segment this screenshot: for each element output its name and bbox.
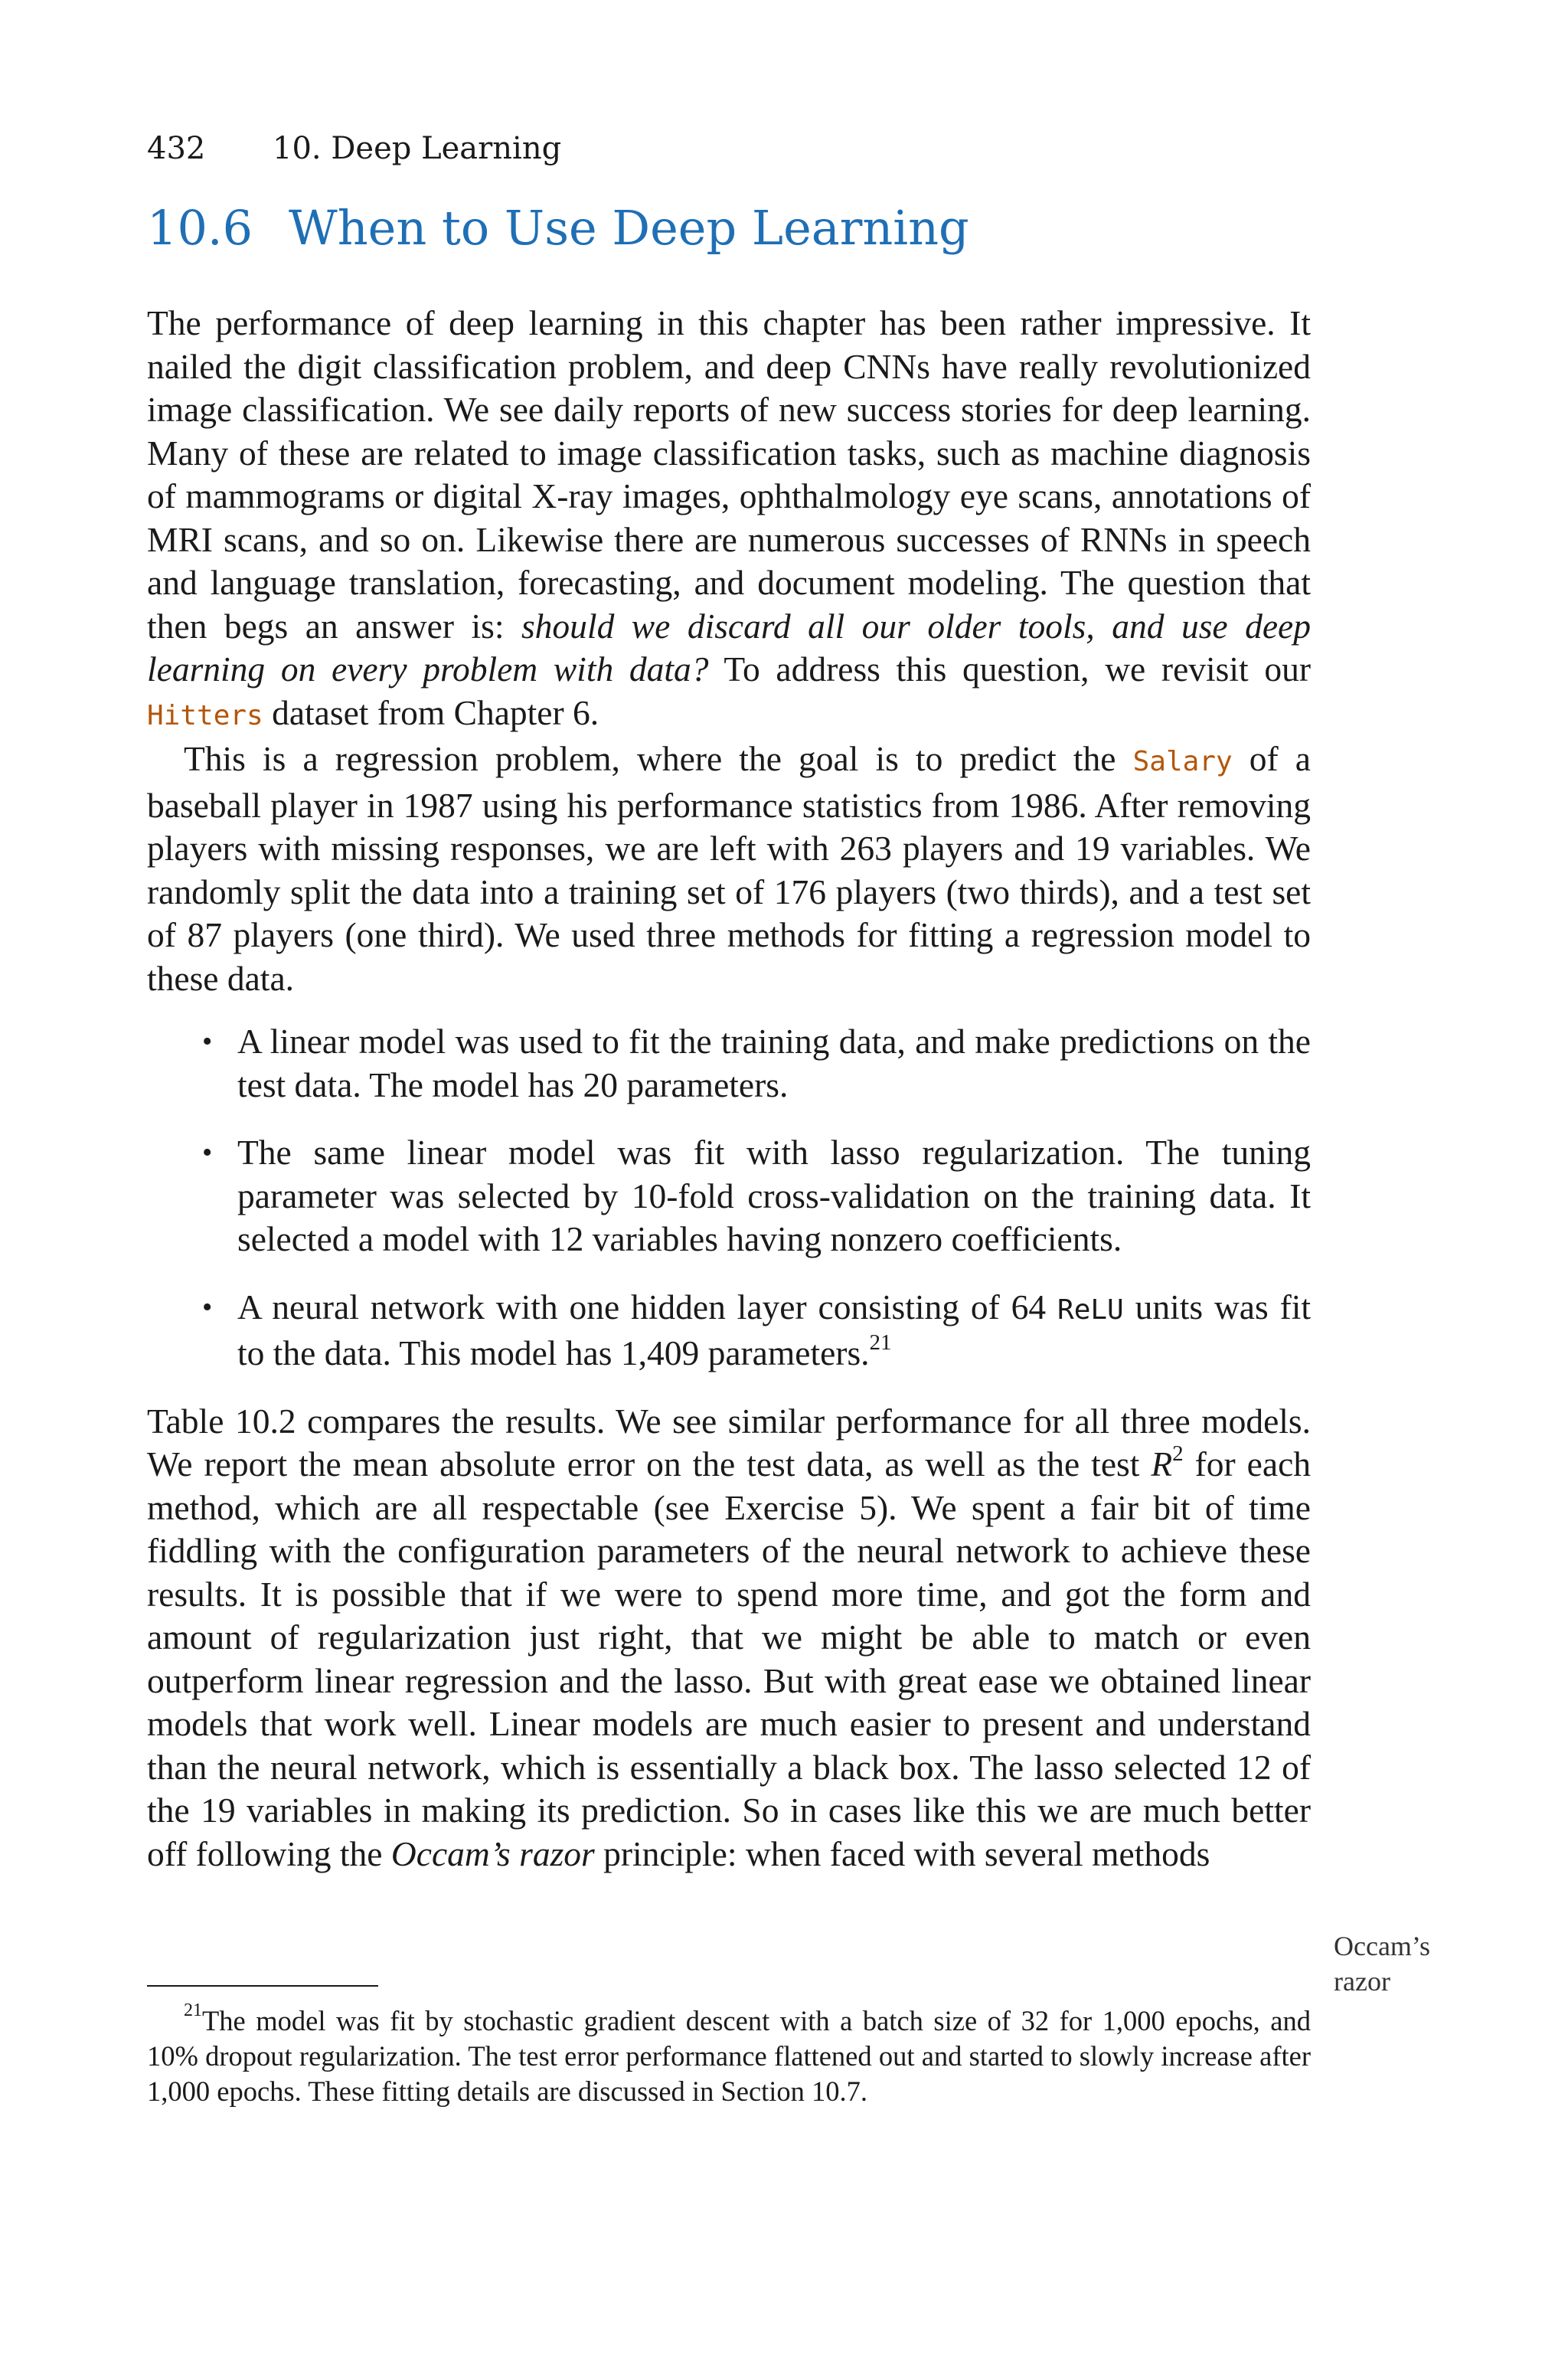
list-item	[147, 1131, 1311, 1261]
footnote-reference: 21	[869, 1330, 892, 1355]
para3-text-c: principle: when faced with several methods	[594, 1833, 1210, 1873]
para2-text-a: This is a regression problem, where the goal is to predict the	[184, 739, 1133, 778]
bullet-marker: •	[202, 1290, 213, 1323]
para1-text-c: dataset from Chapter 6.	[272, 692, 599, 732]
running-head	[147, 130, 561, 167]
footnote-text: The model was fit by stochastic gradient descent with a batch size of 32 for 1,000 epochs, and 10% dropout regularization. The test error performance flattened out and started to slowly increase after 1,000 epochs. These fitting details are discussed in Section 10.7.	[147, 2005, 1311, 2107]
para1-italic-question: should we discard all our older tools, and use deep learning on every problem with data?	[147, 606, 1311, 689]
bullet-marker: •	[202, 1025, 213, 1058]
para3-text-b: for each method, which are all respectable (see Exercise 5). We spent a fair bit of time fiddling with the configuration parameters of the neural network to achieve these results. It is possible that if we were to spend more time, and got the form and amount of regularization just right, that we might be able to match or even outperform linear regression and the lasso. But with great ease we obtained linear models that work well. Linear models are much easier to present and understand than the neural network, which is essentially a black box. The lasso selected 12 of the 19 variables in making its prediction. So in cases like this we are much better off following the	[147, 1444, 1312, 1873]
margin-note-line: Occam’s	[1334, 1931, 1430, 1961]
bullet-marker: •	[202, 1137, 213, 1169]
relu-code: ReLU	[1057, 1294, 1124, 1326]
list-item-text: A linear model was used to fit the training data, and make predictions on the test data. The model has 20 parameters.	[237, 1022, 1311, 1104]
list-item-text: units was fit to the data. This model has 1,409 parameters.	[237, 1287, 1312, 1372]
list-item	[147, 1286, 1311, 1375]
section-number: 10.6	[147, 200, 253, 256]
salary-variable-code: Salary	[1132, 746, 1233, 777]
body-text	[147, 302, 1311, 1876]
page-number: 432	[147, 131, 206, 166]
list-item	[147, 1020, 1311, 1107]
list-item-text: A neural network with one hidden layer consisting of 64	[237, 1287, 1058, 1326]
section-title: When to Use Deep Learning	[289, 200, 969, 256]
footnote-marker: 21	[184, 2000, 202, 2020]
margin-note-line: razor	[1334, 1966, 1390, 1997]
list-item-text: The same linear model was fit with lasso regularization. The tuning parameter was selected by 10-fold cross-validation on the training data. It selected a model with 12 variables having nonzero coefficients.	[237, 1133, 1311, 1258]
methods-list	[147, 1020, 1311, 1375]
paragraph-intro	[147, 302, 1311, 738]
para3-text-a: Table 10.2 compares the results. We see similar performance for all three models. We report the mean absolute error on the test data, as well as the test	[147, 1401, 1311, 1483]
paragraph-regression	[147, 738, 1311, 1000]
paragraph-comparison	[147, 1400, 1311, 1876]
footnote-body	[147, 2000, 1311, 2109]
footnote-divider	[147, 1985, 378, 1987]
section-heading	[147, 199, 969, 257]
chapter-title: 10. Deep Learning	[273, 131, 562, 166]
occams-razor-italic: Occam’s razor	[390, 1833, 595, 1873]
math-r: R	[1151, 1444, 1173, 1483]
math-superscript: 2	[1172, 1441, 1184, 1466]
margin-note	[1334, 1928, 1430, 1999]
hitters-dataset-code: Hitters	[147, 699, 263, 731]
para2-text-b: of a baseball player in 1987 using his performance statistics from 1986. After removing players with missing responses, we are left with 263 players and 19 variables. We randomly split the data into a training set of 176 players (two thirds), and a test set of 87 players (one third). We used three methods for fitting a regression model to these data.	[147, 739, 1311, 998]
para1-text-b: To address this question, we revisit our	[708, 649, 1311, 689]
footnote	[147, 2000, 1311, 2109]
para1-text-a: The performance of deep learning in this chapter has been rather impressive. It nailed the digit classification problem, and deep CNNs have really revolutionized image classification. We see daily reports of new success stories for deep learning. Many of these are related to image classification tasks, such as machine diagnosis of mammograms or digital X-ray images, ophthalmology eye scans, annotations of MRI scans, and so on. Likewise there are numerous successes of RNNs in speech and language translation, forecasting, and document modeling. The question that then begs an answer is:	[147, 303, 1311, 646]
